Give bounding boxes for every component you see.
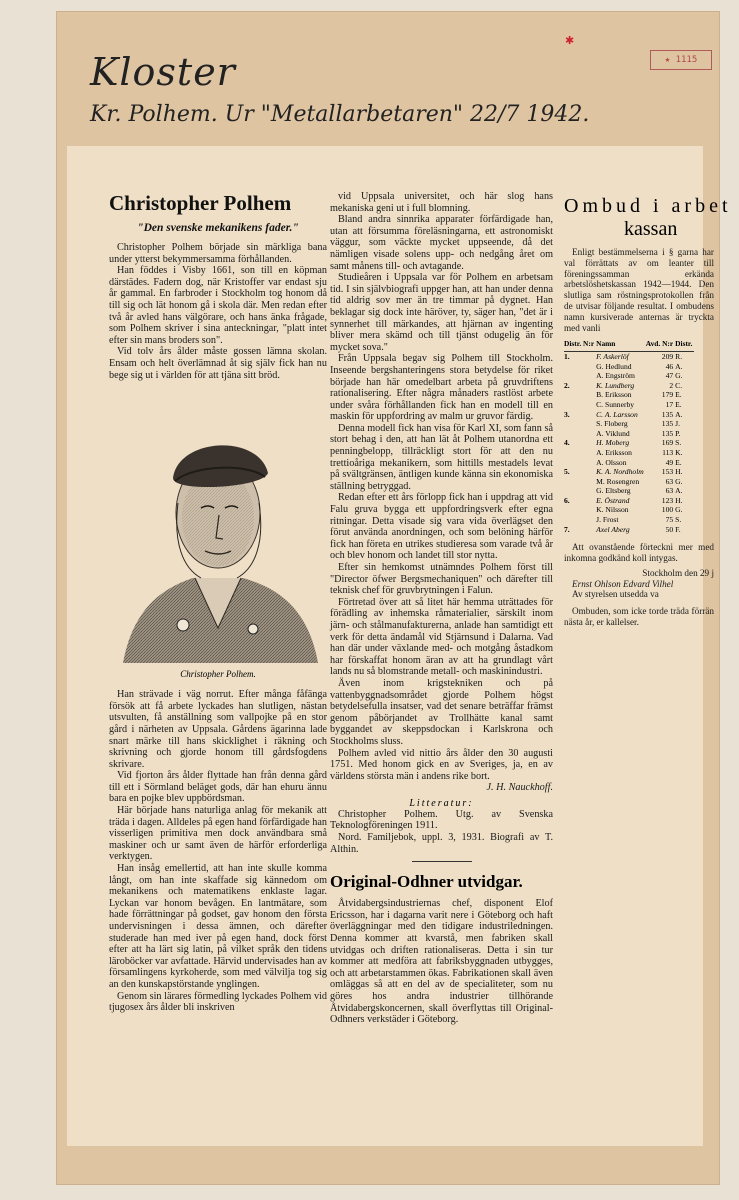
table-cell: 2 — [669, 380, 674, 390]
portrait-caption: Christopher Polhem. — [180, 669, 256, 680]
table-cell — [564, 362, 596, 372]
table-row — [564, 467, 694, 477]
litteratur-item: Nord. Familjebok, uppl. 3, 1931. Biografi av T. Althin. — [330, 832, 553, 855]
table-cell: 123 — [661, 495, 674, 505]
table-cell: 75 — [665, 515, 674, 525]
ombud-footer: Att ovanstående förteckni mer med inkomna godkänd koll intygas. — [564, 542, 714, 564]
paragraph: Han föddes i Visby 1661, son till en köpman därstädes. Fadern dog, när Kristoffer var endast sju år gammal. En farbroder i Stockholm tog honom då till sig och lät honom gå i skola där. Men redan efter två år avled hans välgörare, och hans änka frågade, som Polhem skriver i sina anteckningar, "platt intet efter sin mans broders son". — [109, 265, 327, 346]
column-header: Namn — [596, 339, 646, 351]
column-header: Distr. — [675, 339, 694, 351]
ombud-table — [564, 339, 694, 534]
table-cell: 50 — [665, 524, 674, 534]
paragraph: Från Uppsala begav sig Polhem till Stockholm. Inseende bergshanteringens stora betydelse för riket började han här omedelbart arbeta på gruvdriftens rationalisering. Efter några månaders rastlöst arbete under svåra förhållanden fick han en modell till en maskin för uppfordring av malm ur gruvor färdig. — [330, 353, 553, 423]
column-right — [564, 191, 732, 628]
paragraph: Bland andra sinnrika apparater förfärdigade han, utan att försumma föreläsningarna, ett astronomiskt väggur, som väckte mycket uppseende, då det nämligen visade solens upp- och nedgång året om samt månens till- och avtagande. — [330, 214, 553, 272]
table-cell: J. — [675, 419, 681, 429]
table-cell: G. Hedlund — [596, 361, 632, 371]
table-cell: 153 — [661, 467, 674, 477]
table-cell: C. — [675, 380, 683, 390]
table-row — [564, 505, 694, 515]
table-cell: 179 — [661, 390, 674, 400]
table-cell: S. — [675, 515, 682, 525]
paragraph: Polhem avled vid nittio års ålder den 30 augusti 1751. Med honom gick en av Sveriges, ja, en av världens största män i andens rike bort. — [330, 747, 553, 782]
paragraph: Vid fjorton års ålder flyttade han från denna gård till ett i Sörmland beläget gods, där han ehuru ännu bara en pojke blev uppbördsman. — [109, 770, 327, 805]
table-cell: B. Eriksson — [596, 390, 632, 400]
table-row — [564, 438, 694, 448]
ombud-title: Ombud i arbet — [564, 195, 732, 217]
paragraph: Här började hans naturliga anlag för mekanik att träda i dagen. Alldeles på egen hand förfärdigade han visserligen primitiva men dock användbara små maskiner och ur samt även de härför erforderliga verktygen. — [109, 805, 327, 863]
table-cell — [564, 419, 596, 429]
ombud-table-body — [564, 351, 694, 534]
table-row — [564, 390, 694, 400]
table-cell: 169 — [661, 438, 674, 448]
table-cell — [564, 486, 596, 496]
table-cell: K. Lundberg — [596, 380, 635, 390]
table-cell: E. — [675, 399, 682, 409]
ombud-footer-note: Ombuden, som icke torde träda förrän nästa år, er kallelser. — [564, 606, 714, 628]
paragraph: Han strävade i väg norrut. Efter många fåfänga försök att få arbete lyckades han slutligen, nästan utsvulten, få anställning som vallpojke på en stor gård i närheten av Uppsala. Gårdens ägarinna lade snart märke till hans skicklighet i räkning och skrivning och gjorde honom till gårdsfogdens skrivare. — [109, 689, 327, 770]
table-cell: R. — [675, 351, 683, 361]
table-row — [564, 351, 694, 361]
polhem-portrait — [113, 393, 323, 663]
paragraph: Vid tolv års ålder måste gossen lämna skolan. Ensam och helt överlämnad åt sig själv fick han nu bege sig ut i världen för att tjäna sitt bröd. — [109, 346, 327, 381]
table-cell: C. A. Larsson — [596, 409, 638, 419]
table-cell: 6. — [564, 495, 570, 505]
table-cell: C. Sunnerby — [596, 399, 635, 409]
ombud-footer-signers: Ernst Ohlson Edvard Vilhel — [572, 578, 674, 589]
table-cell: E. — [675, 390, 682, 400]
table-cell: G. — [675, 476, 683, 486]
table-cell: 100 — [661, 505, 674, 515]
paragraph: Genom sin lärares förmedling lyckades Polhem vid tjugosex års ålder bli inskriven — [109, 990, 327, 1014]
table-cell: 46 — [665, 361, 674, 371]
table-cell: A. Olsson — [596, 457, 627, 467]
table-cell: 5. — [564, 467, 570, 477]
table-cell: 113 — [662, 447, 674, 457]
article-title: Christopher Polhem — [109, 191, 292, 215]
table-row — [564, 477, 694, 487]
paragraph: Han insåg emellertid, att han inte skulle komma långt, om han inte skaffade sig kännedom om mekanikens och matematikens enklaste lagar. Lyckan var honom bevågen. En lantmätare, som hade förrättningar på godset, gav honom den första undervisningen i dessa ämnen, och därefter studerade han med iver på egen hand, dock först efter att ha lärt sig latin, på vilket språk den tidens läroböcker var avfattade. Härvid undervisades han av församlingens kyrkoherde, som med välvilja tog sig an den kunskapstörstande ynglingen. — [109, 863, 327, 990]
table-cell: 135 — [661, 419, 674, 429]
table-cell: S. Floberg — [596, 419, 628, 429]
table-row — [564, 525, 694, 535]
table-cell: G. Eltsberg — [596, 486, 631, 496]
archive-stamp: ★ 1115 — [650, 50, 712, 70]
table-cell: G. — [675, 505, 683, 515]
table-row — [564, 419, 694, 429]
table-cell: M. Rosengren — [596, 476, 640, 486]
column-header: Avd. N:r — [646, 339, 675, 351]
table-cell: A. Engström — [596, 371, 635, 381]
author-signature: J. H. Nauckhoff. — [486, 782, 553, 794]
paragraph: Efter sin hemkomst utnämndes Polhem först till "Director öfwer Bergsmechaniquen" och därefter till teknisk chef för gruvbrytningen i Falun. — [330, 562, 553, 597]
paragraph: Denna modell fick han visa för Karl XI, som fann så stort behag i den, att han lät åt Polhem utanordna ett penningbelopp, tillräckligt stort för att den nu trettioåriga mekanikern, som hittills mestadels levat på svältgränsen, äntligen kunde känna sin ekonomiska ställning betryggad. — [330, 422, 553, 492]
table-header-row — [564, 339, 694, 351]
column-left — [109, 191, 327, 1014]
table-cell: E. Östrand — [596, 495, 630, 505]
table-cell — [564, 515, 596, 525]
table-cell: 209 — [661, 351, 674, 361]
article2-body: Åtvidabergsindustriernas chef, disponent Elof Ericsson, har i dagarna varit nere i Göteborg och haft överläggningar med den tidigare industriledningen. Denna kommer att kvarstå, men fabriken skall utvidgas och driften rationaliseras. Detta i sin tur kommer att medföra att fabriksbyggnaden utbygges, och att arbetarstammen ökas. Fabrikationen skall även omläggas så att en del av de specialiteter, som nu göres hos andra industrier tillhörande Åtvidabergskoncernen, skall överflyttas till Original-Odhners verkstäder i Göteborg. — [330, 898, 553, 1026]
table-cell: 1. — [564, 351, 570, 361]
ombud-title-line2: kassan — [624, 218, 678, 240]
table-row — [564, 486, 694, 496]
table-cell: H. — [675, 495, 683, 505]
table-cell: 47 — [665, 371, 674, 381]
table-row — [564, 410, 694, 420]
table-cell: A. Viklund — [596, 428, 630, 438]
table-cell: K. Nilsson — [596, 505, 629, 515]
table-cell — [564, 390, 596, 400]
table-row — [564, 496, 694, 506]
table-cell: Axel Aberg — [596, 524, 630, 534]
table-row — [564, 429, 694, 439]
red-mark-icon: ✱ — [565, 34, 575, 47]
litteratur-heading: Litteratur: — [409, 797, 474, 809]
handwritten-title: Kloster — [90, 50, 236, 94]
article-subtitle: "Den svenske mekanikens fader." — [137, 222, 299, 234]
table-cell: 49 — [665, 457, 674, 467]
table-cell: A. — [675, 409, 683, 419]
table-cell: 17 — [665, 399, 674, 409]
table-cell: 63 — [665, 476, 674, 486]
table-cell — [564, 371, 596, 381]
table-row — [564, 458, 694, 468]
table-cell — [564, 400, 596, 410]
table-cell: S. — [675, 438, 682, 448]
paragraph: vid Uppsala universitet, och här slog hans mekaniska geni ut i full blomning. — [330, 191, 553, 214]
ombud-footer-place: Stockholm den 29 j — [642, 567, 714, 578]
table-cell — [564, 448, 596, 458]
article2-title: Original-Odhner utvidgar. — [330, 872, 523, 892]
ombud-intro: Enligt bestämmelserna i § garna har val förrättats av om leanter till föreningssamman erkända arbetslöshetskassan 1942—1944. Den slutliga sam röstningsprotokollen från de utvisar följande resultat. I ombudens namn kursiverade anternas är tryckta med vanli — [564, 247, 714, 333]
paragraph: Förtretad över att så litet här hemma uträttades för förädling av inhemska råmaterialier, särskilt inom järn- och stålmanufakturerna, anlade han samtidigt ett verk för detta ändamål vid Stjärnsund i Dalarna. Vad han där under växlande med- och motgång åstadkom har förskaffat honom äran av att ha grundlagt vårt lands nu så blomstrande metall- och maskinindustri. — [330, 596, 553, 678]
table-cell — [564, 505, 596, 515]
table-cell: H. Moberg — [596, 438, 630, 448]
table-cell: F. Askerlöf — [596, 351, 629, 361]
litteratur-item: Christopher Polhem. Utg. av Svenska Teknologföreningen 1911. — [330, 808, 553, 832]
table-cell — [564, 458, 596, 468]
paragraph: Även inom krigstekniken och på vattenbyggnadsområdet gjorde Polhem högst betydelsefulla insatser, vad det senare beträffar främst genom påbörjandet av Trollhätte kanal samt byggandet av skeppsdockan i Karlskrona och Stockholms sluss. — [330, 677, 553, 747]
table-cell: J. Frost — [596, 515, 619, 525]
table-cell: 2. — [564, 380, 570, 390]
table-cell: 135 — [661, 409, 674, 419]
table-cell: 63 — [665, 486, 674, 496]
table-cell: A. — [675, 361, 683, 371]
table-cell: 135 — [661, 428, 674, 438]
table-cell: G. — [675, 371, 683, 381]
table-cell: K. — [675, 447, 683, 457]
table-cell: K. A. Nordholm — [596, 467, 644, 477]
table-row — [564, 371, 694, 381]
handwritten-note: Kr. Polhem. Ur "Metallarbetaren" 22/7 1942. — [90, 102, 590, 127]
table-row — [564, 381, 694, 391]
table-cell: 7. — [564, 524, 570, 534]
column-middle — [330, 191, 553, 1026]
table-cell — [564, 429, 596, 439]
table-cell: A. Eriksson — [596, 447, 632, 457]
table-cell: E. — [675, 457, 682, 467]
divider — [412, 861, 472, 862]
table-cell: 4. — [564, 438, 570, 448]
column-header: Distr. N:r — [564, 339, 596, 351]
table-row — [564, 400, 694, 410]
table-cell: P. — [675, 428, 681, 438]
paragraph: Redan efter ett års förlopp fick han i uppdrag att vid Falu gruva bygga ett uppfordringsverk efter egna ritningar. Detta visade sig vara vida överlägset den förut använda anordningen, och som belöning härför fick han företa en utrikes studieresa som varade två år och blev honom och landet till stor nytta. — [330, 492, 553, 562]
table-row — [564, 362, 694, 372]
table-cell: A. — [675, 486, 683, 496]
newspaper-clipping — [67, 146, 732, 1146]
paragraph: Christopher Polhem började sin märkliga bana under ytterst bekymmersamma förhållanden. — [109, 242, 327, 265]
table-row — [564, 448, 694, 458]
ombud-footer-board: Av styrelsen utsedda va — [572, 589, 659, 600]
table-cell: H. — [675, 467, 683, 477]
table-cell — [564, 477, 596, 487]
paragraph: Studieåren i Uppsala var för Polhem en arbetsam tid. I sin självbiografi uppger han, att han under denna tid aldrig sov mer än tre timmar på dygnet. Han beklagar sig dock inte häröver, ty, säger han, "det är i synnerhet till märkandes, att hjärnan av ingenting bliver mera skämd och till tjänst odugelig än för mycket sova." — [330, 272, 553, 353]
table-cell: 3. — [564, 409, 570, 419]
table-cell: F. — [675, 524, 681, 534]
table-row — [564, 515, 694, 525]
